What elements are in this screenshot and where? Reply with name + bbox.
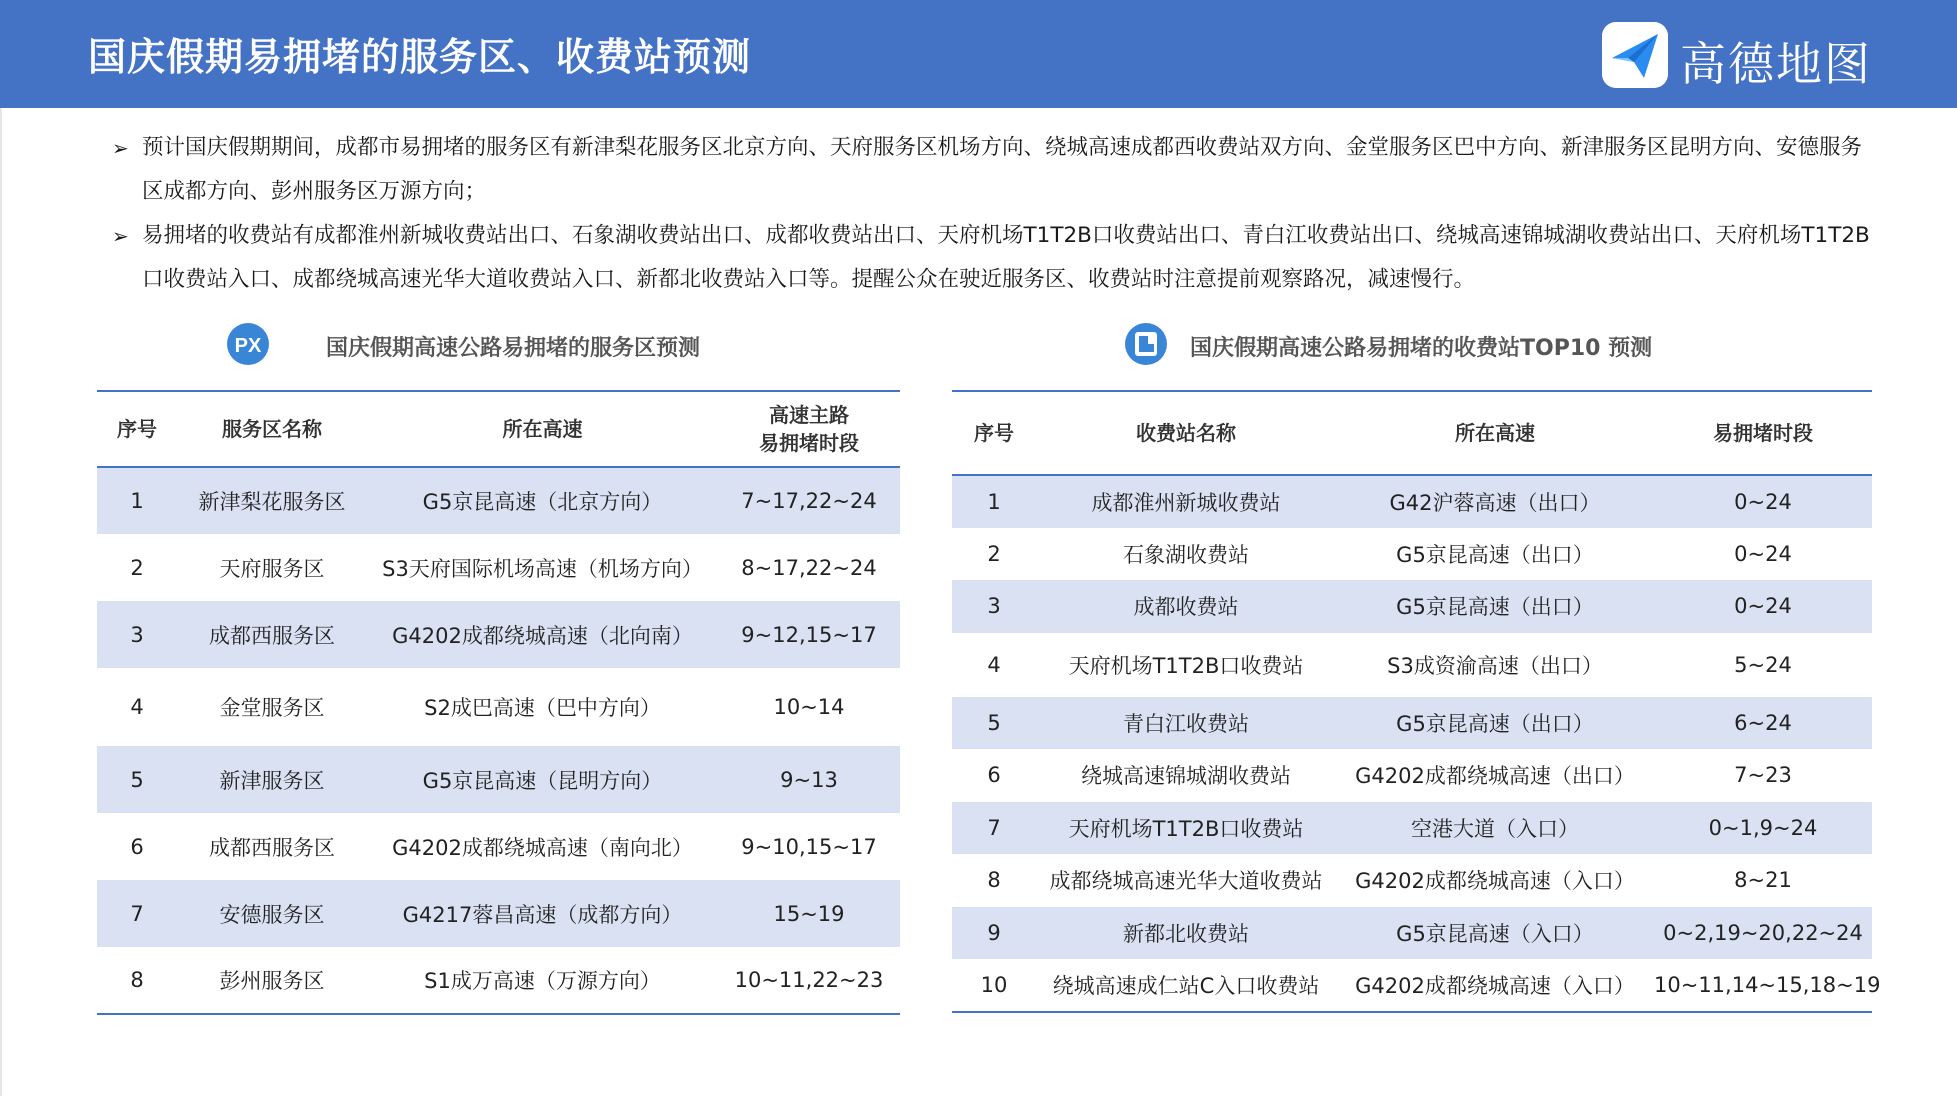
- cell-index: 3: [987, 594, 1001, 619]
- col-header-index: 序号: [117, 417, 157, 441]
- cell-name: 石象湖收费站: [1123, 542, 1249, 567]
- cell-name: 新津服务区: [219, 768, 325, 793]
- table-row: [952, 959, 1872, 1012]
- cell-highway: G4202成都绕城高速（出口）: [1355, 764, 1635, 789]
- page-edge: [0, 100, 2, 1096]
- intro-bullets: [112, 126, 1872, 302]
- cell-index: 6: [130, 834, 144, 859]
- cell-highway: S1成万高速（万源方向）: [424, 969, 661, 993]
- page-title: 国庆假期易拥堵的服务区、收费站预测: [88, 35, 752, 79]
- cell-highway: G4202成都绕城高速（入口）: [1355, 869, 1635, 894]
- cell-period: 7~17,22~24: [741, 489, 877, 513]
- cell-index: 2: [130, 555, 144, 580]
- cell-name: 新都北收费站: [1123, 921, 1249, 946]
- cell-highway: G4202成都绕城高速（南向北）: [392, 835, 693, 860]
- cell-index: 1: [987, 489, 1001, 514]
- cell-name: 成都淮州新城收费站: [1091, 490, 1281, 515]
- cell-index: 10: [980, 972, 1008, 997]
- cell-name: 成都西服务区: [209, 835, 335, 860]
- bullet-text: 预计国庆假期期间，成都市易拥堵的服务区有新津梨花服务区北京方向、天府服务区机场方向、绕城高速成都西收费站双方向、金堂服务区巴中方向、新津服务区昆明方向、安德服务区成都方向、彭州服务区万源方向；: [142, 135, 1863, 204]
- table-row: [952, 802, 1872, 855]
- cell-index: 4: [130, 695, 144, 719]
- cell-period: 0~1,9~24: [1708, 815, 1818, 840]
- cell-highway: G5京昆高速（入口）: [1396, 921, 1594, 946]
- table-row: [97, 880, 900, 947]
- paper-plane-icon: [1602, 22, 1668, 88]
- cell-period: 0~24: [1734, 594, 1792, 619]
- col-header-highway: 所在高速: [502, 417, 583, 441]
- cell-highway: G5京昆高速（出口）: [1396, 595, 1594, 620]
- col-header-name: 服务区名称: [222, 417, 322, 441]
- cell-name: 天府机场T1T2B口收费站: [1068, 816, 1304, 841]
- cell-period: 9~13: [780, 767, 838, 792]
- cell-name: 彭州服务区: [219, 969, 325, 993]
- cell-name: 成都绕城高速光华大道收费站: [1049, 869, 1323, 894]
- cell-name: 绕城高速成仁站C入口收费站: [1052, 973, 1320, 998]
- cell-index: 5: [987, 710, 1001, 735]
- table-row: [97, 668, 900, 746]
- page-header: [0, 0, 1957, 108]
- cell-period: 0~24: [1734, 489, 1792, 514]
- col-header-name: 收费站名称: [1136, 421, 1236, 445]
- px-service-icon: [226, 322, 270, 366]
- cell-index: 1: [130, 489, 144, 513]
- table-row: [952, 854, 1872, 907]
- cell-period: 0~24: [1734, 541, 1792, 566]
- cell-index: 2: [987, 541, 1001, 566]
- cell-period: 5~24: [1734, 652, 1792, 677]
- cell-highway: G4202成都绕城高速（入口）: [1355, 973, 1635, 998]
- logo-text: 高德地图: [1680, 37, 1872, 91]
- cell-highway: 空港大道（入口）: [1411, 816, 1579, 841]
- cell-highway: S3天府国际机场高速（机场方向）: [382, 556, 703, 581]
- table-row: [952, 528, 1872, 581]
- cell-name: 安德服务区: [219, 902, 325, 927]
- table-row: [97, 601, 900, 668]
- cell-name: 金堂服务区: [219, 696, 325, 720]
- cell-highway: G5京昆高速（出口）: [1396, 711, 1594, 736]
- cell-highway: G4217蓉昌高速（成都方向）: [402, 902, 683, 927]
- cell-period: 0~2,19~20,22~24: [1663, 920, 1863, 945]
- table-row: [97, 947, 900, 1014]
- table-row: [952, 580, 1872, 633]
- bullet-item: [112, 214, 1872, 302]
- cell-highway: S3成资渝高速（出口）: [1387, 653, 1603, 678]
- cell-index: 7: [987, 815, 1001, 840]
- service-area-section-title: 国庆假期高速公路易拥堵的服务区预测: [326, 336, 701, 361]
- cell-index: 8: [987, 868, 1001, 893]
- cell-index: 5: [130, 767, 144, 792]
- toll-station-table: [952, 390, 1881, 1013]
- cell-name: 成都西服务区: [209, 623, 335, 648]
- col-header-period-line1: 高速主路: [769, 403, 849, 427]
- toll-station-icon: [1124, 322, 1168, 366]
- cell-highway: G4202成都绕城高速（北向南）: [392, 623, 693, 648]
- bullet-item: [112, 126, 1872, 214]
- table-row: [952, 633, 1872, 697]
- cell-index: 6: [987, 763, 1001, 788]
- table-row: [952, 697, 1872, 750]
- cell-highway: G42沪蓉高速（出口）: [1389, 490, 1601, 515]
- cell-highway: G5京昆高速（出口）: [1396, 542, 1594, 567]
- bullet-text: 易拥堵的收费站有成都淮州新城收费站出口、石象湖收费站出口、成都收费站出口、天府机场T1T2B口收费站出口、青白江收费站出口、绕城高速锦城湖收费站出口、天府机场T1T2B口收费站入口、成都绕城高速光华大道收费站入口、新都北收费站入口等。提醒公众在驶近服务区、收费站时注意提前观察路况，减速慢行。: [142, 223, 1870, 292]
- svg-text:PX: PX: [234, 335, 262, 357]
- cell-period: 7~23: [1734, 763, 1792, 788]
- table-header-row: [952, 391, 1872, 475]
- bullet-arrow-icon: ➢: [112, 136, 129, 160]
- cell-period: 10~11,22~23: [734, 968, 884, 992]
- col-header-period: 易拥堵时段: [1713, 421, 1813, 445]
- table-row: [97, 534, 900, 601]
- col-header-index: 序号: [974, 421, 1014, 445]
- toll-station-section-title: 国庆假期高速公路易拥堵的收费站TOP10 预测: [1190, 336, 1653, 361]
- cell-period: 10~11,14~15,18~19: [1654, 972, 1881, 997]
- table-row: [97, 746, 900, 813]
- cell-name: 天府机场T1T2B口收费站: [1068, 653, 1304, 678]
- cell-period: 8~17,22~24: [741, 555, 877, 580]
- amap-logo: [1602, 22, 1902, 91]
- cell-index: 9: [987, 920, 1001, 945]
- cell-index: 7: [130, 901, 144, 926]
- cell-index: 3: [130, 622, 144, 647]
- col-header-highway: 所在高速: [1455, 421, 1535, 445]
- cell-highway: G5京昆高速（北京方向）: [422, 490, 663, 514]
- cell-period: 6~24: [1734, 710, 1792, 735]
- table-row: [97, 813, 900, 880]
- cell-name: 天府服务区: [219, 556, 325, 581]
- cell-period: 9~10,15~17: [741, 834, 877, 859]
- table-row: [952, 749, 1872, 802]
- cell-period: 9~12,15~17: [741, 622, 877, 647]
- cell-name: 绕城高速锦城湖收费站: [1081, 764, 1291, 789]
- cell-highway: S2成巴高速（巴中方向）: [424, 696, 661, 720]
- bullet-arrow-icon: ➢: [112, 224, 129, 248]
- table-row: [952, 475, 1872, 528]
- table-header-row: [97, 391, 900, 467]
- col-header-period: [718, 391, 900, 467]
- cell-index: 8: [130, 968, 144, 992]
- cell-name: 新津梨花服务区: [198, 490, 346, 514]
- table-row: [97, 467, 900, 534]
- cell-name: 成都收费站: [1133, 595, 1239, 620]
- cell-name: 青白江收费站: [1123, 711, 1249, 736]
- table-row: [952, 907, 1872, 960]
- col-header-period-line2: 易拥堵时段: [759, 431, 859, 455]
- cell-index: 4: [987, 652, 1001, 677]
- cell-period: 8~21: [1734, 868, 1792, 893]
- cell-period: 15~19: [773, 901, 845, 926]
- cell-period: 10~14: [773, 695, 845, 719]
- cell-highway: G5京昆高速（昆明方向）: [422, 768, 663, 793]
- service-area-table: [97, 390, 900, 1015]
